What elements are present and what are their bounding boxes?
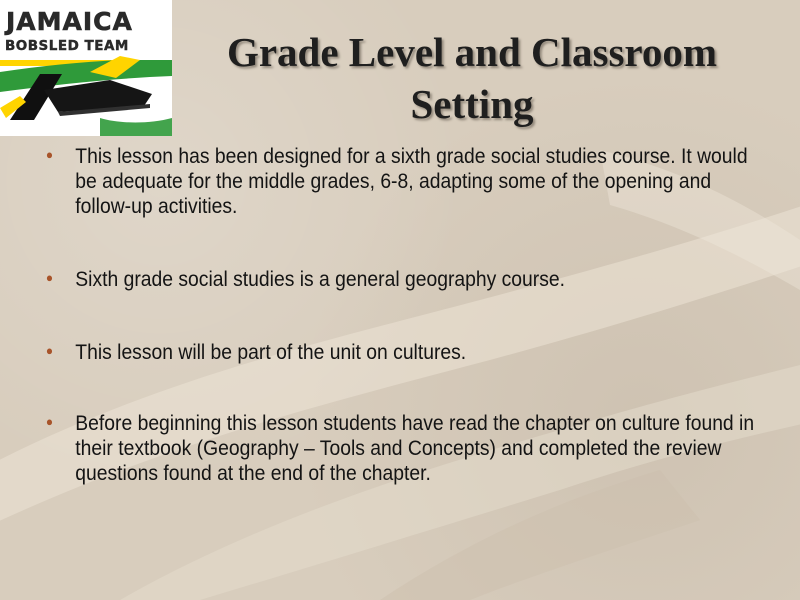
- slide-title-line-2: Setting: [410, 81, 534, 127]
- logo-text-bobsled-team: BOBSLED TEAM: [5, 38, 129, 54]
- jamaica-bobsled-team-logo: [0, 0, 172, 136]
- bullet-text: Before beginning this lesson students have read the chapter on culture found in their textbook (Geography – Tools and Concepts) and completed the review questions found at the end of the chapter.: [75, 412, 755, 485]
- bullet-item: [44, 267, 756, 292]
- bullet-text: Sixth grade social studies is a general geography course.: [75, 268, 566, 291]
- slide-title: [172, 26, 772, 130]
- bullet-item: [44, 144, 756, 219]
- bullet-text: This lesson will be part of the unit on cultures.: [75, 341, 467, 364]
- bullet-item: [44, 411, 756, 486]
- bullet-text: This lesson has been designed for a sixth grade social studies course. It would be adequate for the middle grades, 6-8, adapting some of the opening and follow-up activities.: [75, 145, 748, 218]
- slide-title-line-1: Grade Level and Classroom: [226, 29, 718, 75]
- bullet-marker-icon: ●: [45, 414, 54, 429]
- bullet-marker-icon: ●: [45, 343, 54, 358]
- bullet-item: [44, 340, 756, 365]
- logo-text-jamaica: JAMAICA: [6, 7, 133, 36]
- bullet-marker-icon: ●: [45, 270, 54, 285]
- bullet-marker-icon: ●: [45, 147, 54, 162]
